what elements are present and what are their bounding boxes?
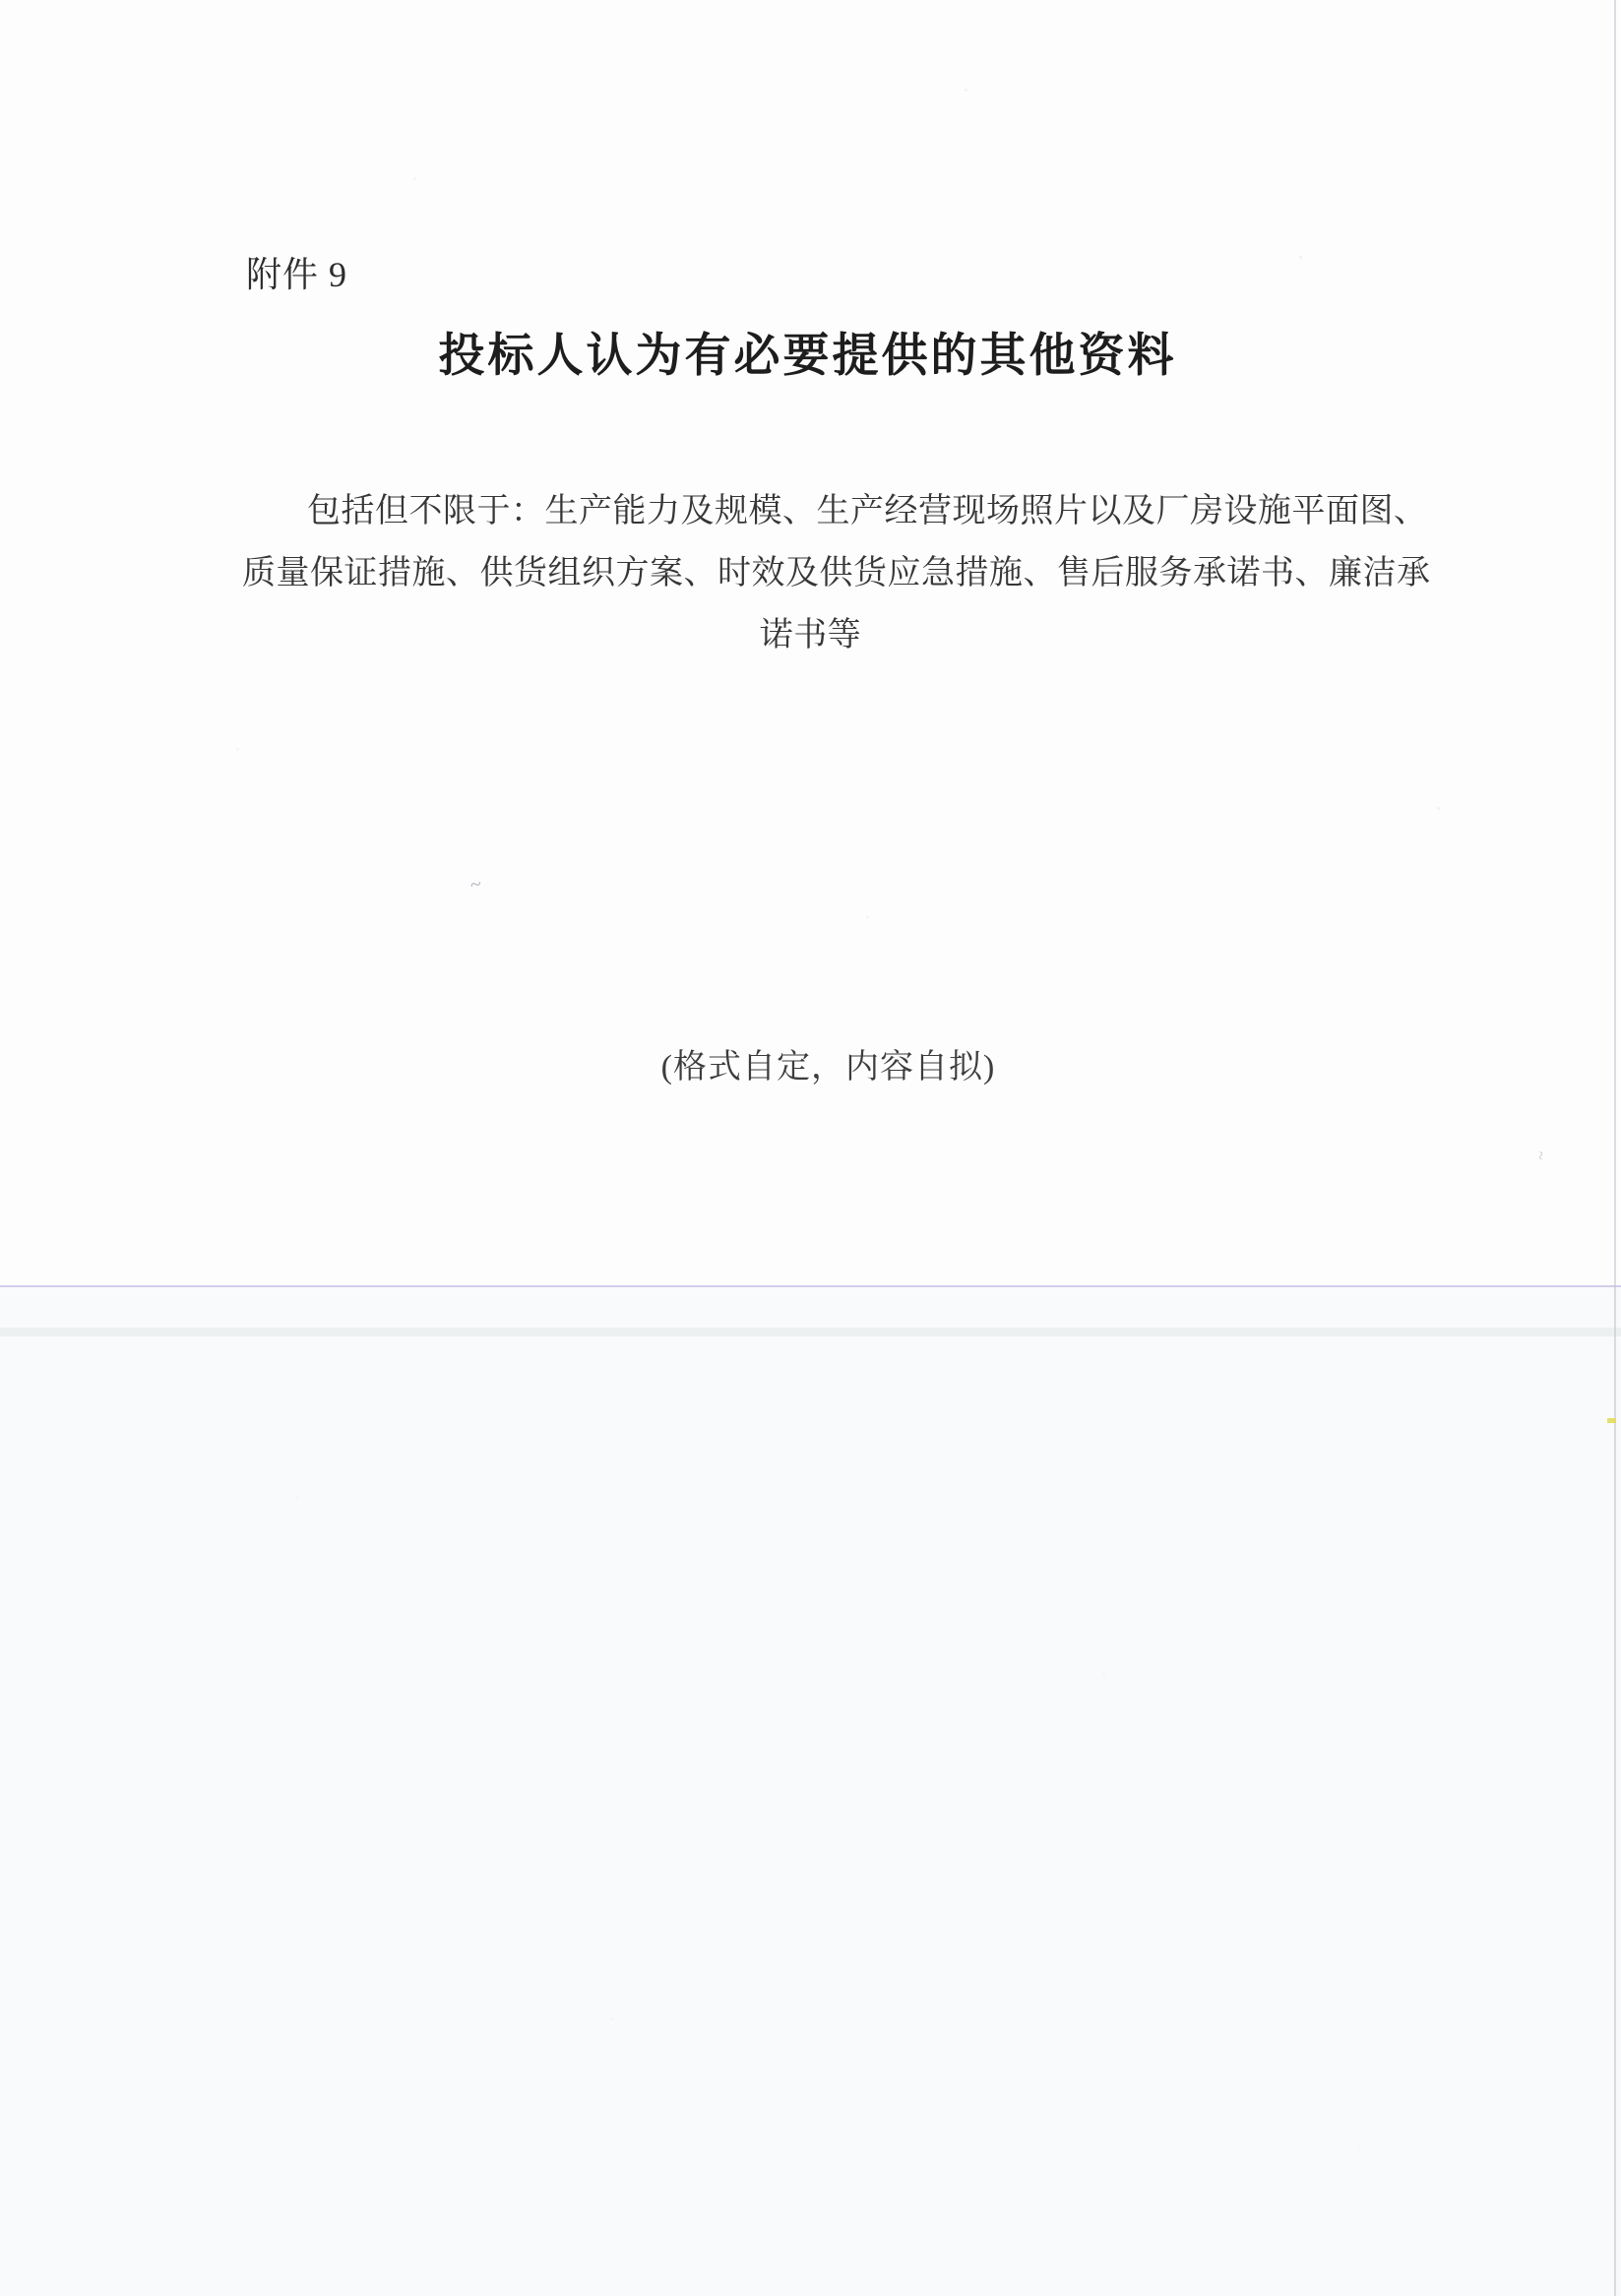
body-text-line-3: 诺书等 xyxy=(759,617,862,653)
scan-fold-line xyxy=(0,1285,1621,1287)
attachment-label: 附件 9 xyxy=(246,255,348,294)
scan-artifact-curl: ~ xyxy=(1530,1149,1549,1161)
body-text-line-2: 质量保证措施、供货组织方案、时效及供货应急措施、售后服务承诺书、廉洁承 xyxy=(242,555,1431,591)
body-text-line-1: 包括但不限于：生产能力及规模、生产经营现场照片以及厂房设施平面图、 xyxy=(307,493,1428,529)
scan-lower-sheet-shade xyxy=(0,1287,1621,2296)
scan-artifact-squiggle: ~ xyxy=(468,873,483,897)
scan-edge-yellow-mark xyxy=(1607,1418,1616,1423)
paper-noise xyxy=(0,0,3,3)
scan-right-edge-line xyxy=(1614,0,1616,2296)
scan-fold-band xyxy=(0,1328,1621,1336)
format-note: (格式自定，内容自拟) xyxy=(660,1049,996,1086)
document-title: 投标人认为有必要提供的其他资料 xyxy=(438,331,1177,382)
